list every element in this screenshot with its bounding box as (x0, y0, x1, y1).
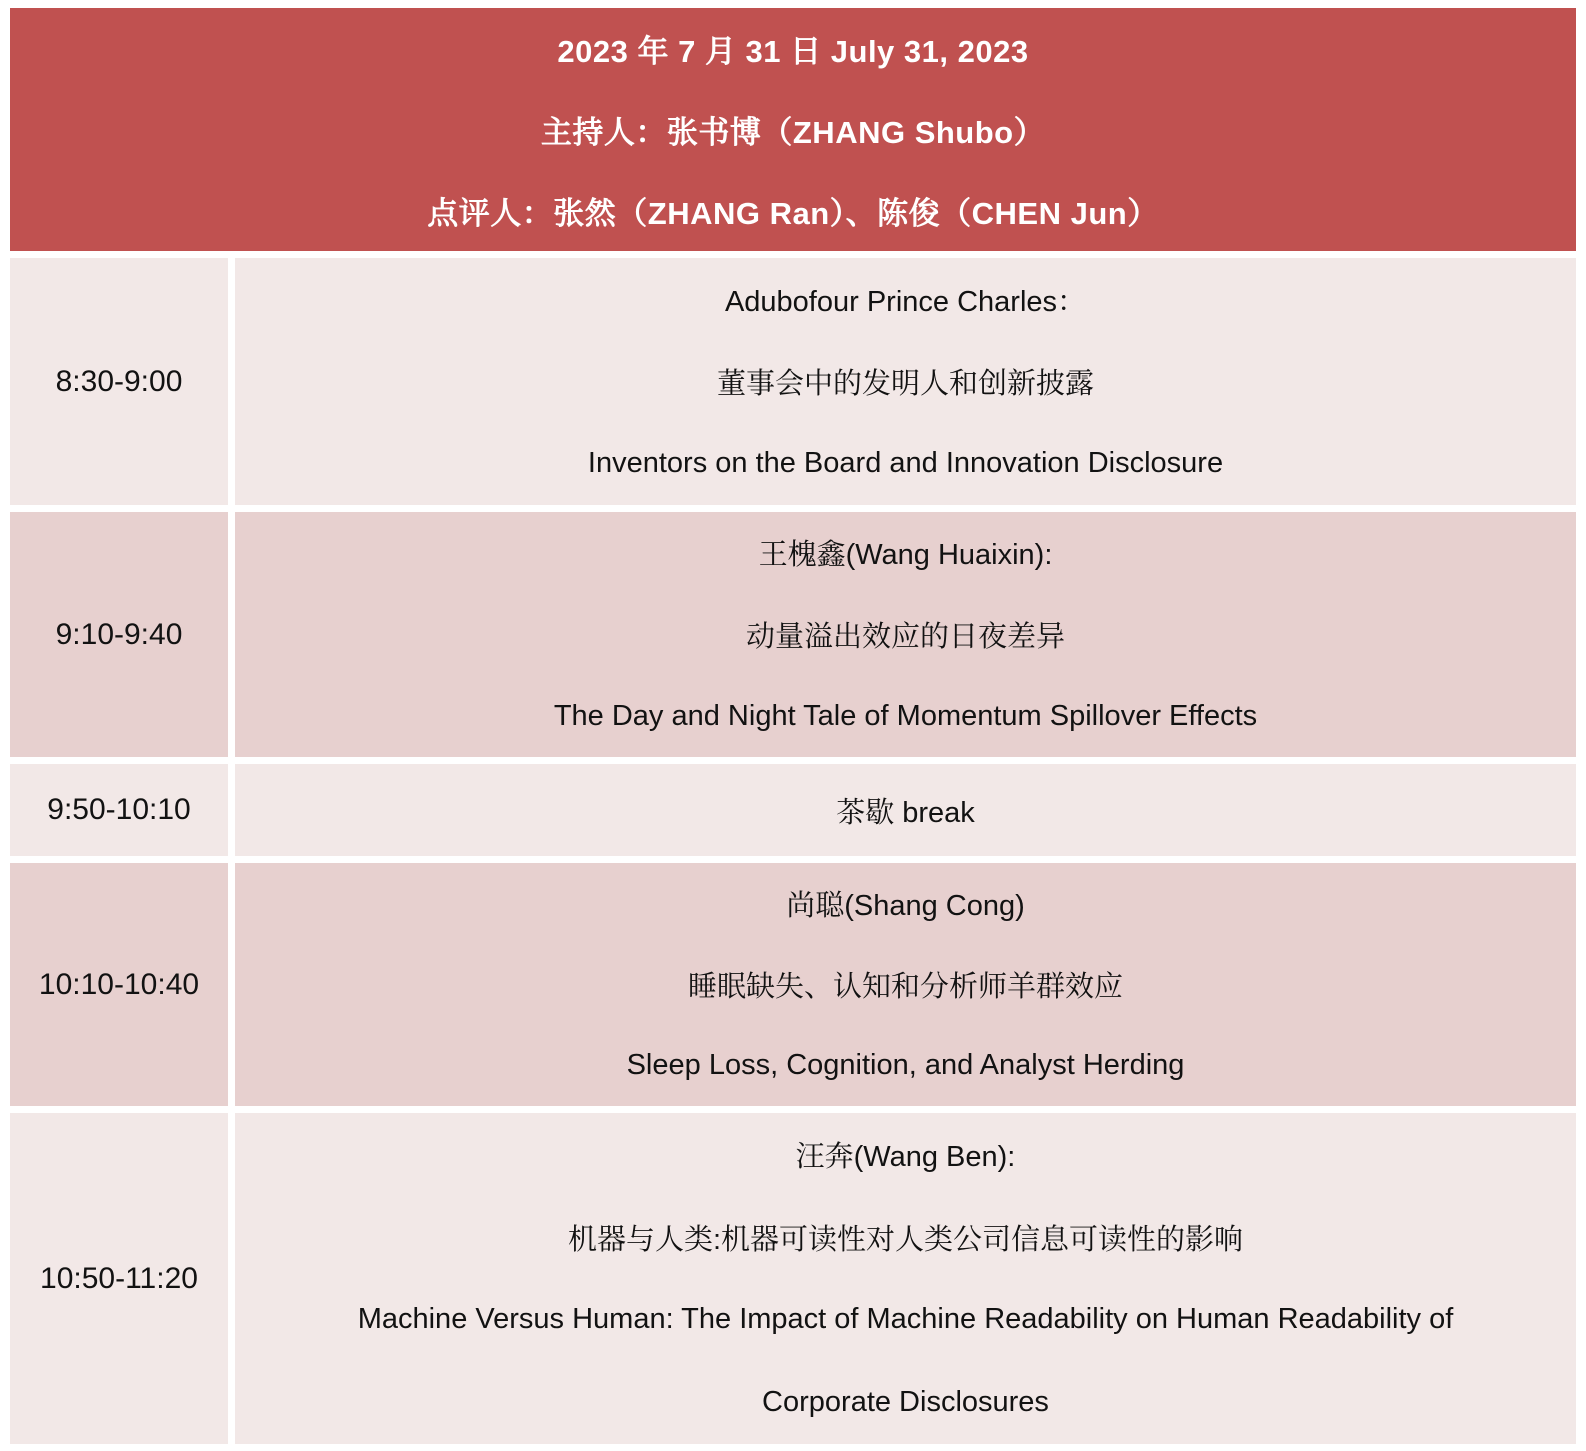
table-row (10, 764, 1576, 856)
speaker-name: 汪奔(Wang Ben): (795, 1140, 1016, 1173)
session-header (10, 8, 1576, 251)
talk-title-en: The Day and Night Tale of Momentum Spillover Effects (553, 699, 1258, 732)
time-slot: 10:50-11:20 (10, 1113, 228, 1444)
talk-cell (235, 258, 1576, 505)
talk-title-en-line2: Corporate Disclosures (762, 1386, 1049, 1419)
table-row (10, 258, 1576, 505)
talk-cell (235, 512, 1576, 757)
session-discussants: 点评人：张然（ZHANG Ran）、陈俊（CHEN Jun） (427, 196, 1159, 231)
table-row (10, 863, 1576, 1106)
speaker-name: 王槐鑫(Wang Huaixin): (758, 539, 1053, 572)
speaker-name: Adubofour Prince Charles： (724, 285, 1087, 318)
talk-cell (235, 1113, 1576, 1444)
time-slot: 9:50-10:10 (10, 764, 228, 856)
talk-title-zh: 睡眠缺失、认知和分析师羊群效应 (687, 971, 1123, 1003)
talk-title-zh: 机器与人类:机器可读性对人类公司信息可读性的影响 (567, 1223, 1244, 1256)
session-date: 2023 年 7 月 31 日 July 31, 2023 (557, 34, 1029, 69)
talk-title-zh: 动量溢出效应的日夜差异 (745, 621, 1065, 653)
break-label: 茶歇 break (836, 796, 975, 829)
table-row (10, 1113, 1576, 1444)
talk-title-en: Sleep Loss, Cognition, and Analyst Herding (626, 1049, 1185, 1081)
table-row (10, 512, 1576, 757)
talk-cell (235, 863, 1576, 1106)
talk-title-en-line1: Machine Versus Human: The Impact of Machine Readability on Human Readability of (357, 1303, 1454, 1336)
time-slot: 8:30-9:00 (10, 258, 228, 505)
talk-title-zh: 董事会中的发明人和创新披露 (716, 367, 1094, 400)
break-cell (235, 764, 1576, 856)
speaker-name: 尚聪(Shang Cong) (786, 890, 1025, 922)
time-slot: 9:10-9:40 (10, 512, 228, 757)
session-chair: 主持人：张书博（ZHANG Shubo） (540, 115, 1046, 150)
talk-title-en: Inventors on the Board and Innovation Disclosure (587, 447, 1224, 480)
time-slot: 10:10-10:40 (10, 863, 228, 1106)
